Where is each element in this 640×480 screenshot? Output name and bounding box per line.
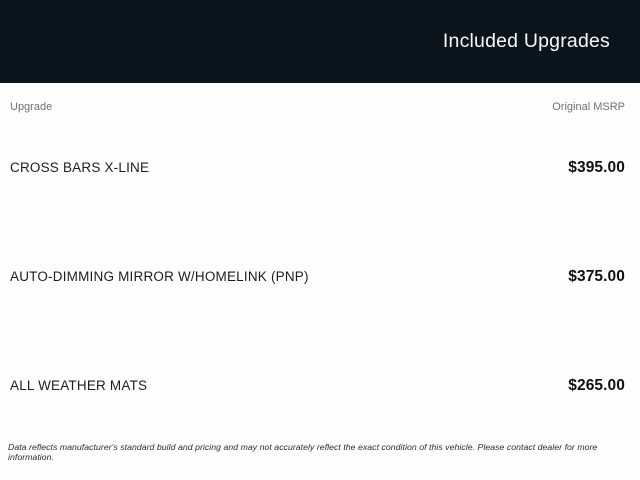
upgrade-price: $375.00 [568,267,625,285]
panel-header [0,0,640,83]
upgrade-price: $395.00 [568,158,625,176]
panel-title: Included Upgrades [442,30,610,52]
upgrade-name: ALL WEATHER MATS [10,378,148,393]
upgrade-price: $265.00 [568,376,625,394]
upgrade-name: AUTO-DIMMING MIRROR W/HOMELINK (PNP) [10,269,309,284]
upgrade-name: CROSS BARS X-LINE [10,160,150,175]
upgrade-rows [0,113,640,440]
disclaimer-text: Data reflects manufacturer's standard build and pricing and may not accurately reflect the exact condition of this vehicle. Please contact dealer for more information. [8,442,598,462]
column-header-original-msrp: Original MSRP [552,101,625,113]
table-row [0,113,640,222]
table-row [0,222,640,331]
table-column-headers [0,83,640,113]
column-header-upgrade: Upgrade [10,101,53,113]
table-row [0,331,640,440]
